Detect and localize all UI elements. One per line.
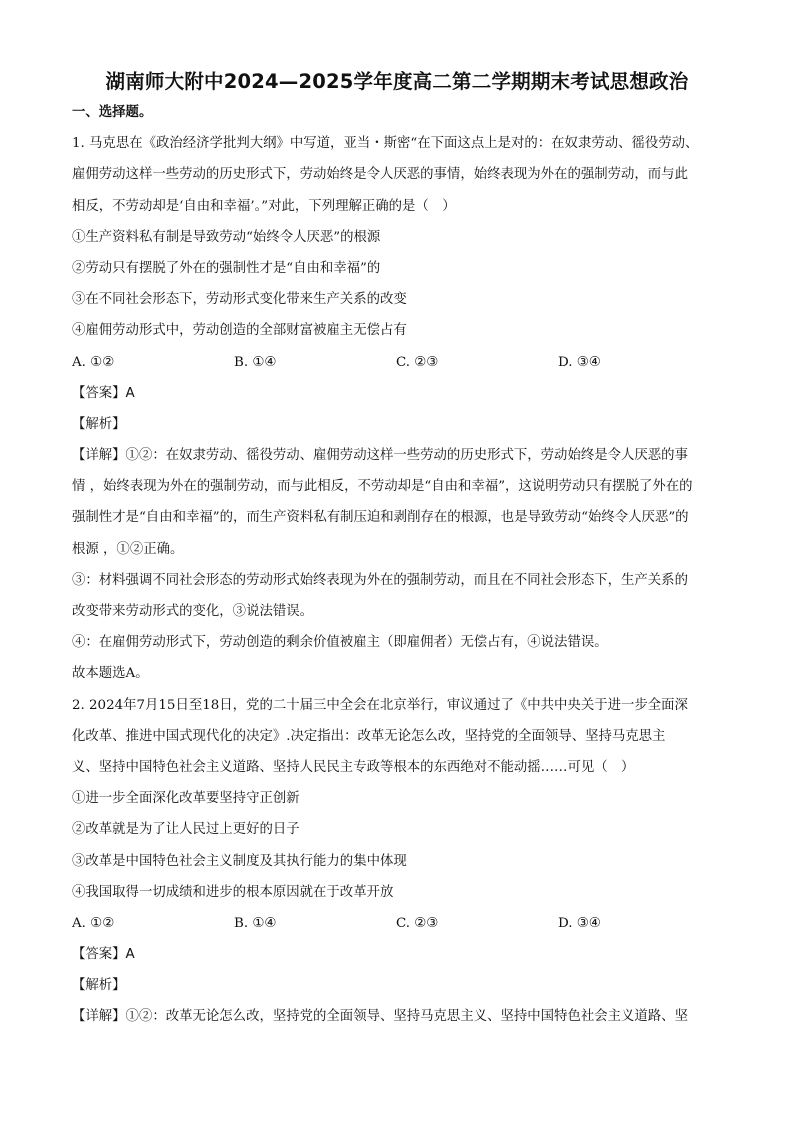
q1-option-c: C. ②③ [396,354,439,370]
q1-stem-line: 雇佣劳动这样一些劳动的历史形式下，劳动始终是令人厌恶的事情，始终表现为外在的强制劳动，而与此 [72,167,688,183]
q2-option-b: B. ①④ [234,915,277,931]
page-title: 湖南师大附中2024—2025学年度高二第二学期期末考试思想政治 [105,70,689,93]
q1-detail-line: 强制性才是“自由和幸福”的，而生产资料私有制压迫和剥削存在的根源，也是导致劳动“始终令人厌恶”的 [72,510,689,526]
q2-item: ④我国取得一切成绩和进步的根本原因就在于改革开放 [72,884,394,900]
q1-detail-line: 情 ，始终表现为外在的强制劳动，而与此相反，不劳动却是“自由和幸福”，这说明劳动只有摆脱了外在的 [72,479,693,495]
q2-detail-line: 【详解】①②：改革无论怎么改，坚持党的全面领导、坚持马克思主义、坚持中国特色社会主义道路、坚 [72,1009,688,1025]
q2-stem-line: 化改革、推进中国式现代化的决定》.决定指出：改革无论怎么改，坚持党的全面领导、坚持马克思主 [72,728,666,744]
q2-item: ②改革就是为了让人民过上更好的日子 [72,822,300,838]
question-2 [72,696,728,1039]
q2-option-a: A. ①② [72,915,115,931]
q1-answer: 【答案】A [72,385,135,401]
q2-option-d: D. ③④ [558,915,601,931]
q1-item: ④雇佣劳动形式中，劳动创造的全部财富被雇主无偿占有 [72,323,407,339]
q1-item: ②劳动只有摆脱了外在的强制性才是“自由和幸福”的 [72,260,381,276]
q1-option-d: D. ③④ [558,354,601,370]
q1-item: ③在不同社会形态下，劳动形式变化带来生产关系的改变 [72,292,407,308]
q1-detail-line: 故本题选A。 [72,666,149,682]
q1-option-a: A. ①② [72,354,115,370]
q2-stem-line: 2. 2024年7月15日至18日，党的二十届三中全会在北京举行，审议通过了《中共中央关于进一步全面深 [72,697,688,713]
q2-stem-line: 义、坚持中国特色社会主义道路、坚持人民民主专政等根本的东西绝对不能动摇……可见（ ） [72,759,635,775]
q2-answer: 【答案】A [72,947,135,963]
q1-detail-line: 【详解】①②：在奴隶劳动、徭役劳动、雇佣劳动这样一些劳动的历史形式下，劳动始终是令人厌恶的事 [72,448,688,464]
q2-item: ①进一步全面深化改革要坚持守正创新 [72,791,300,807]
page-content [72,103,728,1039]
q1-stem-line: 1. 马克思在《政治经济学批判大纲》中写道，亚当・斯密“在下面这点上是对的：在奴隶劳动、徭役劳动、 [72,136,699,152]
q1-options [72,353,728,384]
q1-detail-line: ③：材料强调不同社会形态的劳动形式始终表现为外在的强制劳动，而且在不同社会形态下，生产关系的 [72,572,688,588]
question-1 [72,134,728,695]
q1-detail-line: 改变带来劳动形式的变化，③说法错误。 [72,604,314,619]
q2-item: ③改革是中国特色社会主义制度及其执行能力的集中体现 [72,853,407,869]
q1-analysis-label: 【解析】 [72,416,126,432]
section-heading: 一、选择题。 [72,105,153,120]
q2-analysis-label: 【解析】 [72,978,126,994]
q1-detail-line: 根源 ，①②正确。 [72,541,184,557]
q2-option-c: C. ②③ [396,915,439,931]
q2-options [72,914,728,945]
q1-stem-line: 相反，不劳动却是‘自由和幸福’。”对此，下列理解正确的是（ ） [72,198,456,214]
q1-item: ①生产资料私有制是导致劳动“始终令人厌恶”的根源 [72,229,381,245]
q1-option-b: B. ①④ [234,354,277,370]
q1-detail-line: ④：在雇佣劳动形式下，劳动创造的剩余价值被雇主（即雇佣者）无偿占有，④说法错误。 [72,635,608,651]
